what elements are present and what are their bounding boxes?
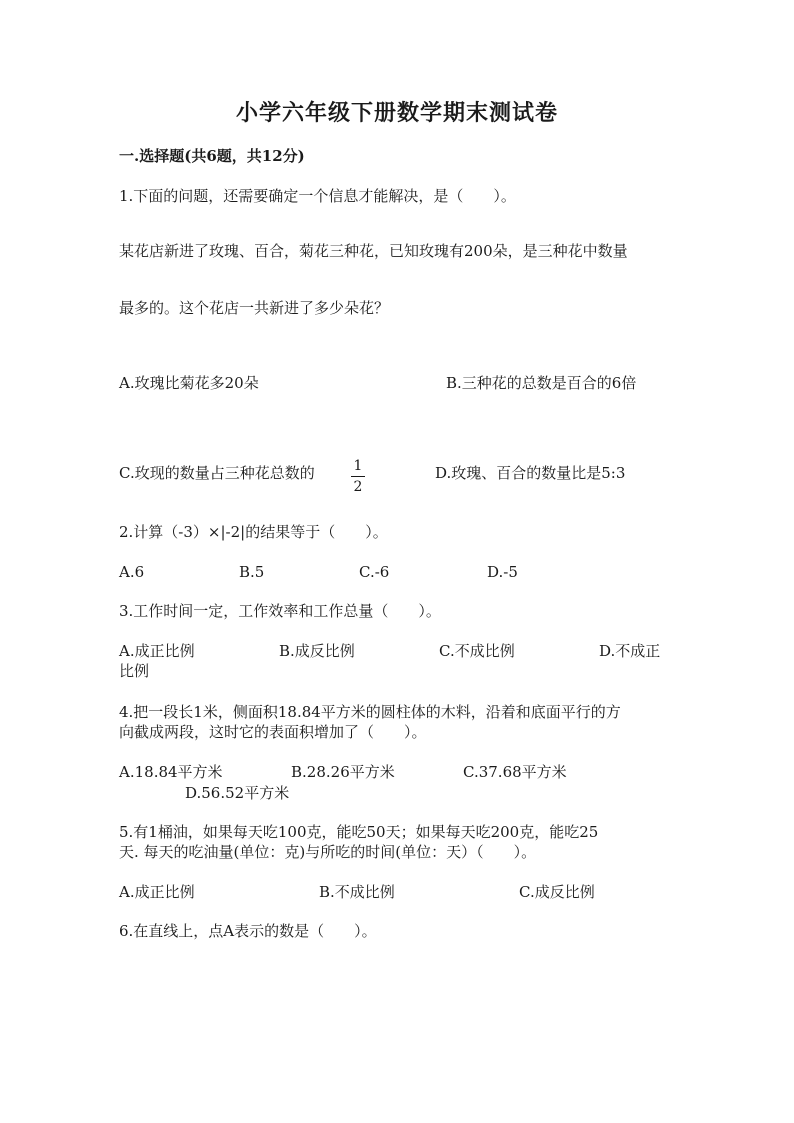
q3-option-c: C.不成比例 bbox=[439, 642, 515, 660]
q2-stem: 2.计算（-3）×|-2|的结果等于（ ）。 bbox=[119, 523, 388, 541]
q1-option-c: C.玫现的数量占三种花总数的 bbox=[119, 464, 315, 482]
q5-option-a: A.成正比例 bbox=[119, 883, 195, 901]
fraction-denominator: 2 bbox=[353, 479, 363, 495]
page-title: 小学六年级下册数学期末测试卷 bbox=[235, 100, 558, 126]
q1-option-b: B.三种花的总数是百合的6倍 bbox=[446, 374, 637, 392]
q3-stem: 3.工作时间一定，工作效率和工作总量（ ）。 bbox=[119, 602, 441, 620]
section-heading: 一.选择题(共6题，共12分) bbox=[119, 147, 305, 165]
q6-stem: 6.在直线上，点A表示的数是（ ）。 bbox=[119, 922, 377, 940]
q3-option-b: B.成反比例 bbox=[279, 642, 355, 660]
q1-option-c-fraction bbox=[351, 458, 365, 495]
q2-option-b: B.5 bbox=[239, 563, 265, 581]
q5-option-b: B.不成比例 bbox=[319, 883, 395, 901]
q1-option-a: A.玫瑰比菊花多20朵 bbox=[119, 374, 259, 392]
q5-stem-line2: 天. 每天的吃油量(单位：克)与所吃的时间(单位：天）（ ）。 bbox=[119, 843, 537, 861]
q5-option-c: C.成反比例 bbox=[519, 883, 595, 901]
fraction-bar bbox=[351, 476, 365, 477]
q1-stem: 1.下面的问题，还需要确定一个信息才能解决，是（ ）。 bbox=[119, 187, 516, 205]
q3-option-a: A.成正比例 bbox=[119, 642, 195, 660]
q4-option-b: B.28.26平方米 bbox=[291, 763, 395, 781]
q4-option-d: D.56.52平方米 bbox=[185, 784, 290, 802]
q5-stem-line1: 5.有1桶油，如果每天吃100克，能吃50天；如果每天吃200克，能吃25 bbox=[119, 823, 599, 841]
q3-option-d: D.不成正 bbox=[599, 642, 661, 660]
q4-option-a: A.18.84平方米 bbox=[119, 763, 223, 781]
q2-option-a: A.6 bbox=[119, 563, 145, 581]
q2-option-c: C.-6 bbox=[359, 563, 390, 581]
q4-option-c: C.37.68平方米 bbox=[463, 763, 567, 781]
q1-option-d: D.玫瑰、百合的数量比是5:3 bbox=[435, 464, 626, 482]
q2-option-d: D.-5 bbox=[487, 563, 518, 581]
q4-stem-line2: 向截成两段，这时它的表面积增加了（ ）。 bbox=[119, 723, 427, 741]
q1-context-line1: 某花店新进了玫瑰、百合，菊花三种花，已知玫瑰有200朵，是三种花中数量 bbox=[119, 242, 628, 260]
fraction-numerator: 1 bbox=[353, 458, 363, 474]
q4-stem-line1: 4.把一段长1米，侧面积18.84平方米的圆柱体的木料，沿着和底面平行的方 bbox=[119, 703, 621, 721]
q1-context-line2: 最多的。这个花店一共新进了多少朵花？ bbox=[119, 299, 390, 317]
q3-option-d-wrap: 比例 bbox=[119, 662, 150, 680]
